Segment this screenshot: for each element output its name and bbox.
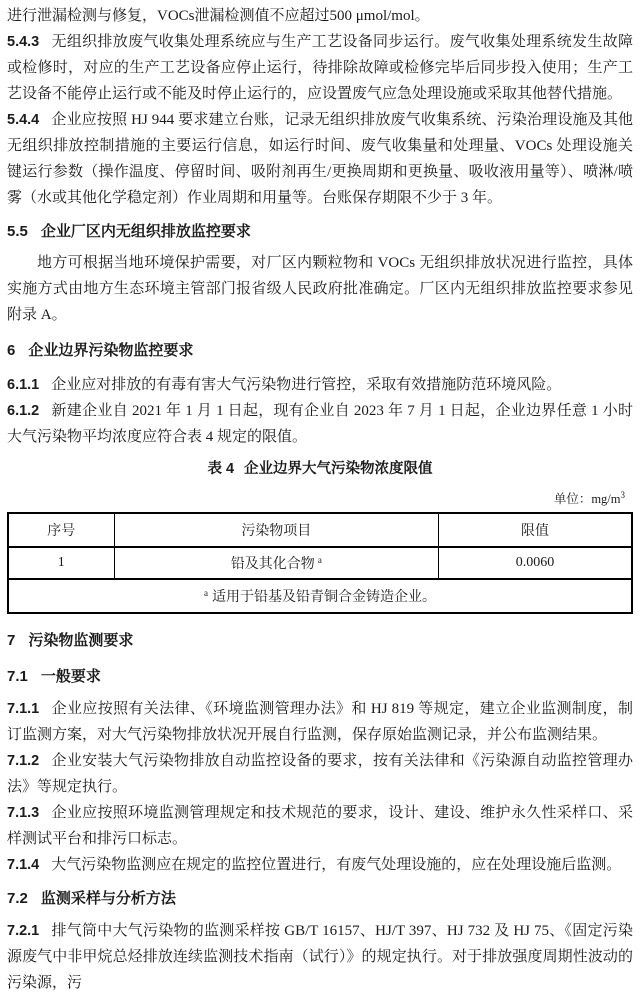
- heading-text: 监测采样与分析方法: [40, 890, 176, 908]
- heading-number: 7.2: [7, 890, 28, 908]
- clause-number: 7.1.4: [7, 857, 40, 874]
- heading-text: 企业边界污染物监控要求: [28, 342, 194, 359]
- clause-number: 7.1.3: [7, 805, 40, 822]
- clause-6-1-2: [7, 398, 633, 450]
- table4: [7, 512, 633, 614]
- clause-7-1-1: [7, 696, 633, 748]
- footnote-superscript: a: [204, 587, 208, 598]
- clause-number: 7.2.1: [7, 923, 40, 940]
- clause-text: 新建企业自 2021 年 1 月 1 日起，现有企业自 2023 年 7 月 1 日起，企业边界任意 1 小时大气污染物平均浓度应符合表 4 规定的限值。: [7, 403, 633, 445]
- table-row: [8, 547, 632, 579]
- clause-7-1-4: [7, 852, 633, 878]
- clause-text: 大气污染物监测应在规定的监控位置进行，有废气处理设施的，应在处理设施后监测。: [51, 857, 622, 874]
- clause-7-1-3: [7, 800, 633, 852]
- cell-pollutant: [114, 547, 438, 579]
- clause-text: 企业安装大气污染物排放自动监控设备的要求，按有关法律和《污染源自动监控管理办法》等规定执行。: [7, 753, 633, 796]
- heading-number: 6: [7, 342, 16, 359]
- heading-7-2: [7, 886, 633, 912]
- clause-number: 7.1.1: [7, 701, 40, 718]
- cell-no: 1: [8, 547, 114, 579]
- clause-number: 5.4.3: [7, 34, 40, 50]
- heading-7-1: [7, 664, 633, 690]
- cell-limit: 0.0060: [439, 547, 632, 579]
- footnote-text: 适用于铅基及铅青铜合金铸造企业。: [212, 590, 436, 606]
- clause-7-2-1: [7, 918, 633, 996]
- clause-text: 企业应按照环境监测管理规定和技术规范的要求，设计、建设、维护永久性采样口、采样测试平台和排污口标志。: [7, 805, 633, 848]
- paragraph-5-5: 地方可根据当地环境保护需要，对厂区内颗粒物和 VOCs 无组织排放状况进行监控，具体实施方式由地方生态环境主管部门报省级人民政府批准确定。厂区内无组织排放监控要求参见附录 A。: [7, 255, 633, 323]
- clause-text: 企业应按照有关法律、《环境监测管理办法》和 HJ 819 等规定，建立企业监测制度，制订监测方案，对大气污染物排放状况开展自行监测，保存原始监测记录，并公布监测结果。: [7, 701, 633, 744]
- heading-text: 污染物监测要求: [28, 632, 134, 650]
- table4-footnote-row: [8, 579, 632, 613]
- clause-5-4-4: [7, 107, 633, 211]
- table4-title-text: 企业边界大气污染物浓度限值: [244, 461, 433, 477]
- table4-unit: [7, 485, 633, 509]
- table4-header-row: [8, 513, 632, 547]
- unit-text: 单位：mg/m: [553, 492, 621, 507]
- heading-number: 7.1: [7, 668, 28, 686]
- clause-text: 无组织排放废气收集处理系统应与生产工艺设备同步运行。废气收集处理系统发生故障或检修时，对应的生产工艺设备应停止运行，待排除故障或检修完毕后同步投入使用；生产工艺设备不能停止运行或不能及时停止运行的，应设置废气应急处理设施或采取其他替代措施。: [7, 34, 633, 102]
- table4-footnote: [8, 579, 632, 613]
- clause-number: 6.1.1: [7, 377, 40, 393]
- clause-text: 排气筒中大气污染物的监测采样按 GB/T 16157、HJ/T 397、HJ 732 及 HJ 75、《固定污染源废气中非甲烷总烃排放连续监测技术指南（试行）》的规定执行。对于排放强度周期性波动的污染源，污: [7, 923, 633, 992]
- heading-number: 5.5: [7, 223, 28, 240]
- table4-title-label: 表 4: [207, 461, 235, 477]
- table4-title: [7, 456, 633, 482]
- heading-6: [7, 338, 633, 364]
- heading-7: [7, 628, 633, 654]
- clause-7-1-2: [7, 748, 633, 800]
- table4-header-limit: 限值: [439, 513, 632, 547]
- pollutant-superscript: a: [317, 554, 322, 565]
- clause-text: 企业应对排放的有毒有害大气污染物进行管控，采取有效措施防范环境风险。: [51, 377, 562, 393]
- heading-text: 一般要求: [40, 668, 101, 686]
- heading-5-5: [7, 219, 633, 245]
- heading-text: 企业厂区内无组织排放监控要求: [40, 223, 251, 240]
- table4-header-no: 序号: [8, 513, 114, 547]
- clause-number: 6.1.2: [7, 403, 40, 419]
- paragraph-continuation: 进行泄漏检测与修复，VOCs泄漏检测值不应超过500 μmol/mol。: [7, 8, 430, 24]
- unit-superscript: 3: [620, 490, 625, 500]
- heading-number: 7: [7, 632, 16, 650]
- pollutant-text: 铅及其化合物: [230, 557, 315, 573]
- clause-6-1-1: [7, 372, 633, 398]
- clause-text: 企业应按照 HJ 944 要求建立台账，记录无组织排放废气收集系统、污染治理设施及其他无组织排放控制措施的主要运行信息，如运行时间、废气收集量和处理量、VOCs 处理设施关键运行参数（操作温度、停留时间、吸附剂再生/更换周期和更换量、吸收液用量等）、喷淋/喷雾（水或其他化学稳定剂）作业周期和用量等。台账保存期限不少于 3 年。: [7, 112, 633, 206]
- clause-5-4-3: [7, 29, 633, 107]
- clause-number: 7.1.2: [7, 753, 40, 770]
- table4-header-pollutant: 污染物项目: [114, 513, 438, 547]
- clause-number: 5.4.4: [7, 112, 40, 128]
